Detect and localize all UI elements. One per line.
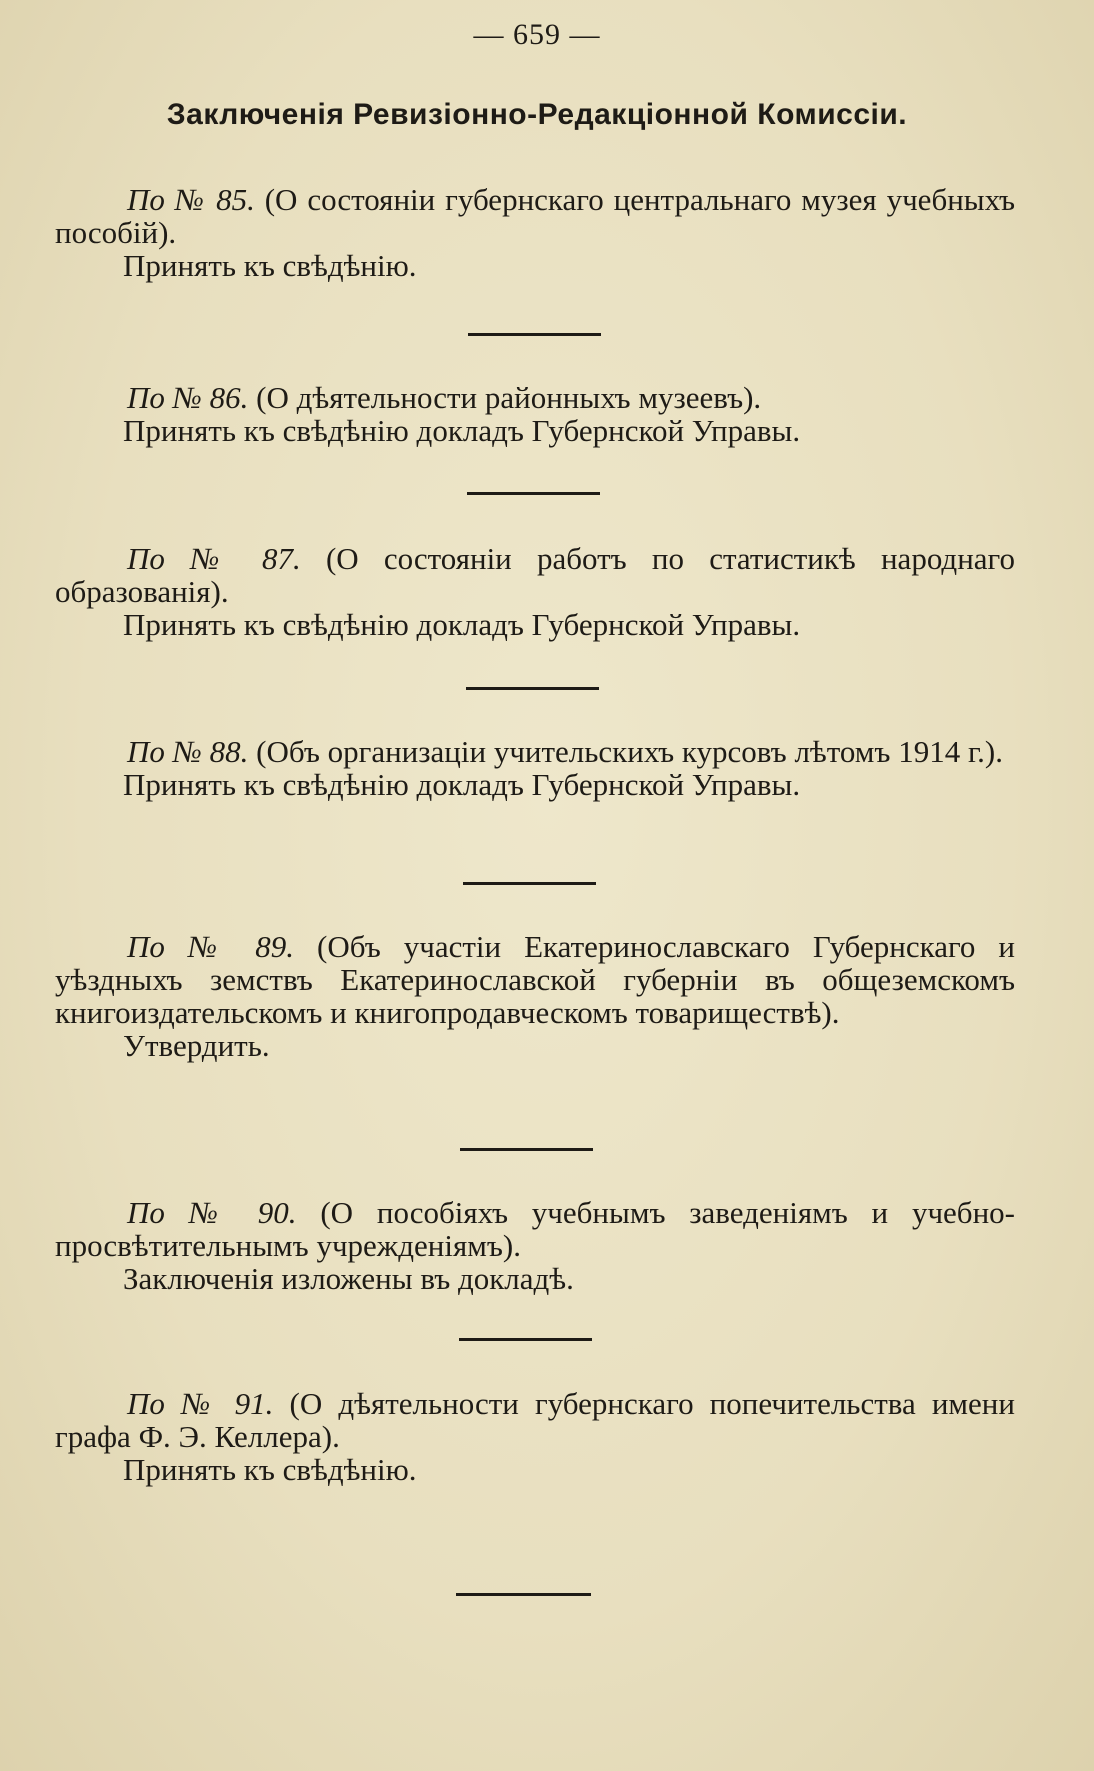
section-divider: [459, 1338, 592, 1341]
item-topic: [55, 381, 1015, 414]
item-decision: Принять къ свѣдѣнію докладъ Губернской Управы.: [123, 413, 801, 448]
item-number: По № 91.: [127, 1386, 274, 1421]
page-heading: Заключенія Ревизіонно-Редакціонной Комиссіи.: [166, 98, 908, 131]
item-topic: [55, 930, 1015, 1029]
item-number: По № 85.: [127, 182, 255, 217]
resolution-item-88: [55, 735, 1015, 801]
item-number: По № 86.: [127, 380, 249, 415]
item-topic: [55, 542, 1015, 608]
item-topic-text: (Объ участіи Екатеринославскаго Губернскаго и уѣздныхъ земствъ Екатеринославской губерніи въ общеземскомъ книгоиздательскомъ и книгопродавческомъ товариществѣ).: [55, 929, 1015, 1030]
item-topic-text: (О дѣятельности губернскаго попечительства имени графа Ф. Э. Келлера).: [55, 1386, 1015, 1454]
page-number: — 659 —: [473, 18, 601, 51]
section-divider: [466, 687, 599, 690]
resolution-item-85: [55, 183, 1015, 282]
item-topic-text: (О пособіяхъ учебнымъ заведеніямъ и учебно-просвѣтительнымъ учрежденіямъ).: [55, 1195, 1015, 1263]
resolution-item-86: [55, 381, 1015, 447]
item-decision: Принять къ свѣдѣнію докладъ Губернской Управы.: [123, 607, 801, 642]
item-decision: Утвердить.: [123, 1028, 270, 1063]
item-decision: Заключенія изложены въ докладѣ.: [123, 1261, 574, 1296]
section-divider: [467, 492, 600, 495]
item-decision: Принять къ свѣдѣнію.: [123, 248, 417, 283]
resolution-item-90: [55, 1196, 1015, 1295]
section-divider: [468, 333, 601, 336]
item-topic: [55, 735, 1015, 768]
resolution-item-91: [55, 1387, 1015, 1486]
item-decision: Принять къ свѣдѣнію докладъ Губернской Управы.: [123, 767, 801, 802]
item-topic: [55, 183, 1015, 249]
item-number: По № 89.: [127, 929, 295, 964]
item-number: По № 90.: [127, 1195, 297, 1230]
section-divider: [460, 1148, 593, 1151]
item-decision: Принять къ свѣдѣнію.: [123, 1452, 417, 1487]
item-number: По № 88.: [127, 734, 249, 769]
item-topic: [55, 1196, 1015, 1262]
resolution-item-89: [55, 930, 1015, 1062]
section-divider: [463, 882, 596, 885]
item-topic-text: (Объ организаціи учительскихъ курсовъ лѣтомъ 1914 г.).: [248, 734, 1003, 769]
item-topic-text: (О состояніи работъ по статистикѣ народнаго образованія).: [55, 541, 1015, 609]
item-topic: [55, 1387, 1015, 1453]
resolution-item-87: [55, 542, 1015, 641]
item-number: По № 87.: [127, 541, 301, 576]
section-divider: [456, 1593, 591, 1596]
item-topic-text: (О дѣятельности районныхъ музеевъ).: [248, 380, 762, 415]
item-topic-text: (О состояніи губернскаго центральнаго музея учебныхъ пособій).: [55, 182, 1015, 250]
